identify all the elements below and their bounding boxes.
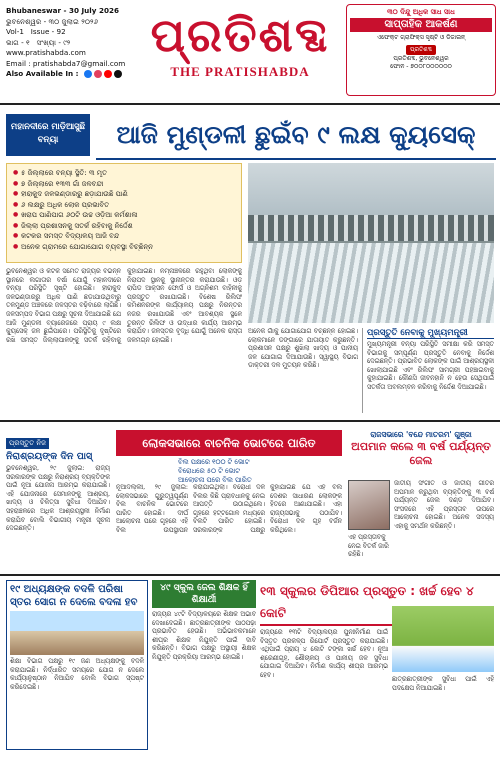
center-story-points [116,458,342,484]
instagram-icon[interactable] [94,70,102,78]
promo-line1: ୩୦ ଦିନ୍ଦୁ ଅଧିକ ସାଧ ସାଧ [387,8,455,16]
right-story-headline[interactable]: ଅପମାନ କଲେ ୩ ବର୍ଷ ପର୍ଯ୍ୟନ୍ତ ଜେଲ [351,440,491,467]
bottom-story-3-headline[interactable]: ୧୩ ସ୍କୁଲର ଡିପିଆର ପ୍ରସ୍ତୁତ : ଖର୍ଚ୍ଚ ହେବ ୪ କୋଟି [260,580,494,626]
lead-headline[interactable]: ଆଜି ମୁଣ୍ଡଳୀ ଛୁଇଁବ ୯ ଲକ୍ଷ କ୍ୟୁସେକ୍ [96,110,496,160]
point-item: ବିଲ ପକ୍ଷରେ ୧୦୦ ଟି ଭୋଟ [178,458,250,466]
barrage-structure [248,215,494,241]
section-divider [0,420,500,422]
sidebar-headline[interactable]: ପ୍ରସ୍ତୁତି ନେବାକୁ ମୁଖ୍ୟମନ୍ତ୍ରୀ [367,328,494,339]
highlight-item: ● ୬ ଲକ୍ଷରୁ ଅଧିକ ଲୋକ ପ୍ରଭାବିତ [13,200,235,211]
cm-sidebar [362,328,494,413]
left-story-body: ଭୁବନେଶ୍ୱର, ୨୯ ଜୁଲାଇ: ରାଜ୍ୟ ସରକାରଙ୍କ ପକ୍ଷରୁ ନିରାଶ୍ରୟ ବ୍ୟକ୍ତିଙ୍କ ପାଇଁ ନୂଆ ଯୋଜନା ଆରମ୍ଭ କରାଯାଇଛି। ଏହି ଯୋଜନାରେ ସେମାନଙ୍କୁ ଆଶ୍ରୟ, ଖାଦ୍ୟ ଓ ଚିକିତ୍ସା ସୁବିଧା ଦିଆଯିବ। ସହରାଞ୍ଚଳରେ ଅଧିକ ଆଶ୍ରୟସ୍ଥଳୀ ନିର୍ମାଣ କରାଯିବ ବୋଲି ବିଭାଗୀୟ ମନ୍ତ୍ରୀ ସୂଚନା ଦେଇଛନ୍ତି। [6,465,110,533]
barrage-photo [248,163,494,323]
also-available-label: Also Available In : [6,69,79,78]
left-story-tag: ପ୍ରସ୍ତୁତ ନିଜ [6,438,49,449]
right-story-body: ଜାତୀୟ ସଂଗୀତ ଓ ଜାତୀୟ ଗୀତର ଅପମାନ କରୁଥିବା ବ୍ୟକ୍ତିଙ୍କୁ ୩ ବର୍ଷ ପର୍ଯ୍ୟନ୍ତ ଜେଲ ଦଣ୍ଡ ଦିଆଯିବ। ସଂସଦରେ ଏହି ପ୍ରସ୍ତାବ ଉପରେ ଆଲୋଚନା ହୋଇଛି। ଅନେକ ସଦସ୍ୟ ଏହାକୁ ସମର୍ଥନ କରିଛନ୍ତି। [394,480,494,530]
bottom-story-2-headline[interactable]: ୪୯ ସ୍କୁଲ ଜେଲ ଶିକ୍ଷକ ହିଁ ଶିକ୍ଷାର୍ଥୀ [152,580,256,608]
x-icon[interactable] [114,70,122,78]
point-item: ଆଲୋଚନା ପରେ ବିଲ ପାରିତ [178,476,252,484]
masthead [0,0,500,105]
edition-info [6,6,126,80]
bottom-story-1 [6,580,148,750]
lead-body-continued: ଅନେକ ଗାଁକୁ ଯୋଗାଯୋଗ ବିଚ୍ଛିନ୍ନ ହୋଇଛି। ଲୋକମାନେ ଡଙ୍ଗାରେ ଯାତାୟାତ କରୁଛନ୍ତି। ପ୍ରଶାସନ ପକ୍ଷରୁ ଶୁଖିଲା ଖାଦ୍ୟ ଓ ପାନୀୟ ଜଳ ଯୋଗାଇ ଦିଆଯାଉଛି। ସ୍ୱାସ୍ଥ୍ୟ ବିଭାଗ ଡାକ୍ତରୀ ଦଳ ମୁତୟନ କରିଛି। [248,328,358,370]
website-link[interactable]: www.pratishabda.com [6,48,86,57]
youtube-icon[interactable] [104,70,112,78]
sidebar-body: ମୁଖ୍ୟମନ୍ତ୍ରୀ ବନ୍ୟା ପରିସ୍ଥିତି ସମୀକ୍ଷା କରି ସମସ୍ତ ବିଭାଗକୁ ସମ୍ପୂର୍ଣ୍ଣ ପ୍ରସ୍ତୁତି ନେବାକୁ ନିର୍ଦ୍ଦେଶ ଦେଇଛନ୍ତି। ପ୍ରଭାବିତ ଲୋକଙ୍କ ପାଇଁ ଆଶ୍ରୟସ୍ଥଳୀ ଖୋଲାଯାଇଛି ଏବଂ ରିଲିଫ ସାମଗ୍ରୀ ପହଞ୍ଚାଇବାକୁ କୁହାଯାଇଛି। କୌଣସି ଜୀବନହାନି ନ ହେଉ ସେଥିପାଇଁ ସତର୍କତା ଅବଲମ୍ବନ କରିବାକୁ ନିର୍ଦ୍ଦେଶ ଦିଆଯାଇଛି। [367,341,494,391]
promo-badge: ପ୍ରତିଶବ୍ଦ [406,45,436,55]
promo-line2: ଏଫେକ୍ଟ ଗ୍ରାଫିକ୍ସ ସୃଷ୍ଟି ଓ ଡିଜାଇନ୍ [376,34,466,41]
odia-date: ଭୁବନେଶ୍ୱର - ୩୦ ଜୁଲାଇ ୨୦୨୬ [6,16,99,26]
place-date: Bhubaneswar - 30 July 2026 [6,6,119,15]
bottom-story-2-body: ରାଜ୍ୟର ୪୯ଟି ବିଦ୍ୟାଳୟରେ ଶିକ୍ଷକ ଅଭାବ ଦେଖାଦେଇଛି। ଛାତ୍ରଛାତ୍ରୀଙ୍କ ପାଠପଢ଼ା ପ୍ରଭାବିତ ହେଉଛି। ଅଭିଭାବକମାନେ ଶୀଘ୍ର ଶିକ୍ଷକ ନିଯୁକ୍ତି ପାଇଁ ଦାବି କରିଛନ୍ତି। ବିଭାଗ ପକ୍ଷରୁ ଅସ୍ଥାୟୀ ଶିକ୍ଷକ ନିଯୁକ୍ତି ପ୍ରକ୍ରିୟା ଆରମ୍ଭ ହୋଇଛି। [152,611,256,661]
odia-volume: ଭାଗ - ୧ [6,37,30,47]
logo[interactable] [150,6,330,80]
facebook-icon[interactable] [84,70,92,78]
promo-phone: ଫୋନ - ୭୦୦୮୦୦୦୦୦୦ [390,63,452,70]
promo-line3: ପ୍ରତିଶବ୍ଦ, ଭୁବନେଶ୍ୱର [393,55,449,62]
highlight-item: ● ଅନେକ ଗ୍ରାମରେ ଯୋଗାଯୋଗ ବ୍ୟବସ୍ଥା ବିଚ୍ଛିନ୍ନ [13,242,235,253]
promo-box [346,4,496,96]
center-story-headline[interactable]: ଲୋକସଭାରେ ବାଚନିକ ଭୋଟରେ ପାରିତ [116,430,342,456]
building-photo [10,611,144,655]
bottom-story-1-body: ଶିକ୍ଷା ବିଭାଗ ପକ୍ଷରୁ ୧୯ ଜଣ ଅଧ୍ୟକ୍ଷଙ୍କୁ ବଦଳି କରାଯାଇଛି। ନିର୍ଦ୍ଧାରିତ ସମୟରେ ଯୋଗ ନ ଦେଲେ କାର୍ଯ୍ୟାନୁଷ୍ଠାନ ନିଆଯିବ ବୋଲି ବିଭାଗ ସ୍ପଷ୍ଟ କରିଦେଇଛି। [10,658,144,691]
lead-body: ଭୁବନେଶ୍ୱର ଓ କଟକ ସମେତ ରାଜ୍ୟର ବିଭିନ୍ନ ସ୍ଥାନରେ ଲଗାତାର ବର୍ଷା ଯୋଗୁଁ ମହାନଦୀରେ ବନ୍ୟା ପରିସ୍ଥିତି ସୃଷ୍ଟି ହୋଇଛି। ହୀରାକୁଦ ଜଳଭଣ୍ଡାରରୁ ଅଧିକ ପାଣି ଛଡ଼ାଯାଉଥିବାରୁ ତଳମୁଣ୍ଡ ଅଞ୍ଚଳରେ ଜଳସ୍ତର ବଢ଼ିବାରେ ଲାଗିଛି। ଜଳସମ୍ପଦ ବିଭାଗ ପକ୍ଷରୁ ସୂଚନା ଦିଆଯାଇଛି ଯେ ଆଜି ମୁଣ୍ଡଳୀ ବ୍ୟାରେଜରେ ପ୍ରାୟ ୯ ଲକ୍ଷ କ୍ୟୁସେକ୍ ଜଳ ଛୁଇଁପାରେ। ପରିସ୍ଥିତିକୁ ଦୃଷ୍ଟିରେ ରଖି ସମସ୍ତ ଜିଲ୍ଲାପାଳଙ୍କୁ ସତର୍କ ରହିବାକୁ କୁହାଯାଇଛି। ନିମ୍ନାଞ୍ଚଳରେ ରହୁଥିବା ଲୋକଙ୍କୁ ନିରାପଦ ସ୍ଥାନକୁ ସ୍ଥାନାନ୍ତର କରାଯାଉଛି। ଓଡ଼ ରାପିଡ ଆକ୍ସନ ଫୋର୍ସ ଓ ଅଗ୍ନିଶମ ବାହିନୀକୁ ପ୍ରସ୍ତୁତ ରଖାଯାଇଛି। ବିଶେଷ ରିଲିଫ କମିଶନରଙ୍କ କାର୍ଯ୍ୟାଳୟ ପକ୍ଷରୁ ନିରନ୍ତର ନଜର ରଖାଯାଉଛି ଏବଂ ଆବଶ୍ୟକ ସ୍ଥଳେ ତୁରନ୍ତ ରିଲିଫ ଓ ଉଦ୍ଧାର କାର୍ଯ୍ୟ ଆରମ୍ଭ କରାଯିବ। ଜଳସ୍ତର ବୃଦ୍ଧି ଯୋଗୁଁ ଅନେକ ରାସ୍ତା ଜଳମଗ୍ନ ହୋଇଛି। [6,268,242,344]
email-link[interactable]: Email : pratishabda7@gmail.com [6,58,126,68]
logo-english: THE PRATISHABDA [170,64,310,79]
highlight-item: ● ୭ ଜିଲ୍ଲାରେ ୧୩୩ ଗାଁ ଜଳବନ୍ଦୀ [13,179,235,190]
flood-water [248,243,494,323]
volume: Vol-1 [6,27,24,36]
highlight-item: ● ଖରାପ ପାଣିପାଗ ୬୦ଟି ଉଚ୍ଚ ଓଡ଼ିଆ କର୍ମଶାଳା [13,210,235,221]
point-item: ବିରୋଧରେ ୫୦ ଟି ଭୋଟ [178,467,240,475]
section-divider [0,574,500,576]
lead-tag: ମହାନଦୀରେ ମାଡ଼ିଆସୁଛି ବନ୍ୟା [6,114,90,156]
right-story-kicker: ରାଜସଭାରେ 'ବନ୍ଦେ ମାତରମ' ଗୁଞ୍ଜା [370,430,472,439]
bottom-story-3 [260,580,494,750]
students-photo [392,606,494,672]
left-story [6,430,110,570]
odia-issue: ସଂଖ୍ୟା - ୯୨ [36,37,71,47]
bottom-story-3-body-continued: ଛାତ୍ରଛାତ୍ରୀଙ୍କ ସୁବିଧା ପାଇଁ ଏହି ପଦକ୍ଷେପ ନିଆଯାଇଛି। [392,676,494,692]
social-icons [84,70,122,78]
portrait-photo [348,480,390,530]
highlight-item: ● ହୀରାକୁଦ ଜଳଭଣ୍ଡାରରୁ ଛଡ଼ାଯାଉଛି ପାଣି [13,189,235,200]
bottom-story-3-body: ରାଜ୍ୟରେ ୧୩ଟି ବିଦ୍ୟାଳୟର ପୁନଃନିର୍ମାଣ ପାଇଁ ବିସ୍ତୃତ ପ୍ରକଳ୍ପ ରିପୋର୍ଟ ପ୍ରସ୍ତୁତ କରାଯାଇଛି। ଏଥିପାଇଁ ପ୍ରାୟ ୪ କୋଟି ଟଙ୍କା ଖର୍ଚ୍ଚ ହେବ। ନୂଆ ଶ୍ରେଣୀଗୃହ, ଶୌଚାଳୟ ଓ ପାନୀୟ ଜଳ ସୁବିଧା ଯୋଗାଇ ଦିଆଯିବ। ନିର୍ମାଣ କାର୍ଯ୍ୟ ଶୀଘ୍ର ଆରମ୍ଭ ହେବ। [260,629,388,679]
highlight-item: ● ଜିଲ୍ଲା ପ୍ରଶାସନକୁ ସତର୍କ ରହିବାକୁ ନିର୍ଦ୍ଦେଶ [13,221,235,232]
center-story-body: ନୂଆଦିଲ୍ଲୀ, ୨୯ ଜୁଲାଇ: ଲୋକସଭାରେ ଗୁରୁତ୍ୱପୂର୍ଣ୍ଣ ବିଲ ବାଚନିକ ଭୋଟରେ ପାରିତ ହୋଇଛି। ଦୀର୍ଘ ଆଲୋଚନା ପରେ ଗୃହରେ ଏହି ବିଲ ଉପସ୍ଥାପନ କରାଯାଇଥିଲା। ବିରୋଧୀ ଦଳ ବିଲର କିଛି ପ୍ରାବଧାନକୁ ନେଇ ଆପତ୍ତି ଉଠାଇଥିଲେ। ଗୃହରେ ହଟ୍ଟଗୋଳ ମଧ୍ୟରେ ବିଲଟି ପାରିତ ହୋଇଛି। ସରକାରଙ୍କ ପକ୍ଷରୁ କୁହାଯାଇଛି ଯେ ଏହି ବିଲ ଦେଶର ସାଧାରଣ ଲୋକଙ୍କ ହିତରେ ଆଣାଯାଇଛି। ଏହା ରାଜ୍ୟସଭାକୁ ପଠାଯିବ। ବିରୋଧୀ ଦଳ ଗୃହ ବର୍ଜନ କରିଥିଲେ। [116,484,342,534]
lead-highlights [6,163,242,263]
promo-headline: ସାପ୍ତାହିକ ଆକର୍ଷଣ [350,18,492,32]
bottom-story-2 [152,580,256,750]
bottom-story-1-headline[interactable]: ୧୯ ଅଧ୍ୟକ୍ଷଙ୍କ ବଦଳି ପରିଷା ସ୍ତର ସୋଗ ନ ଦେଲେ ବଦଳା ହବ [10,584,138,608]
issue: Issue - 92 [30,27,66,36]
highlight-item: ● କଟକର ସମସ୍ତ ବିଦ୍ୟାଳୟ ଆଜି ବନ୍ଦ [13,231,235,242]
logo-odia: ପ୍ରତିଶବ୍ଦ [150,8,330,62]
right-story-body-continued: ଏହି ପ୍ରସ୍ତାବକୁ ନେଇ ବିତର୍କ ଜାରି ରହିଛି। [348,534,389,559]
right-story-header [348,430,494,476]
left-story-headline[interactable]: ନିରାଶ୍ରୟଙ୍କ ଦିନ ପାସ୍ [6,451,93,462]
highlight-item: ● ୫ ଜିଲ୍ଲାରେ ବନ୍ୟା ସ୍ଥିତି: ୩ ମୃତ [13,168,235,179]
